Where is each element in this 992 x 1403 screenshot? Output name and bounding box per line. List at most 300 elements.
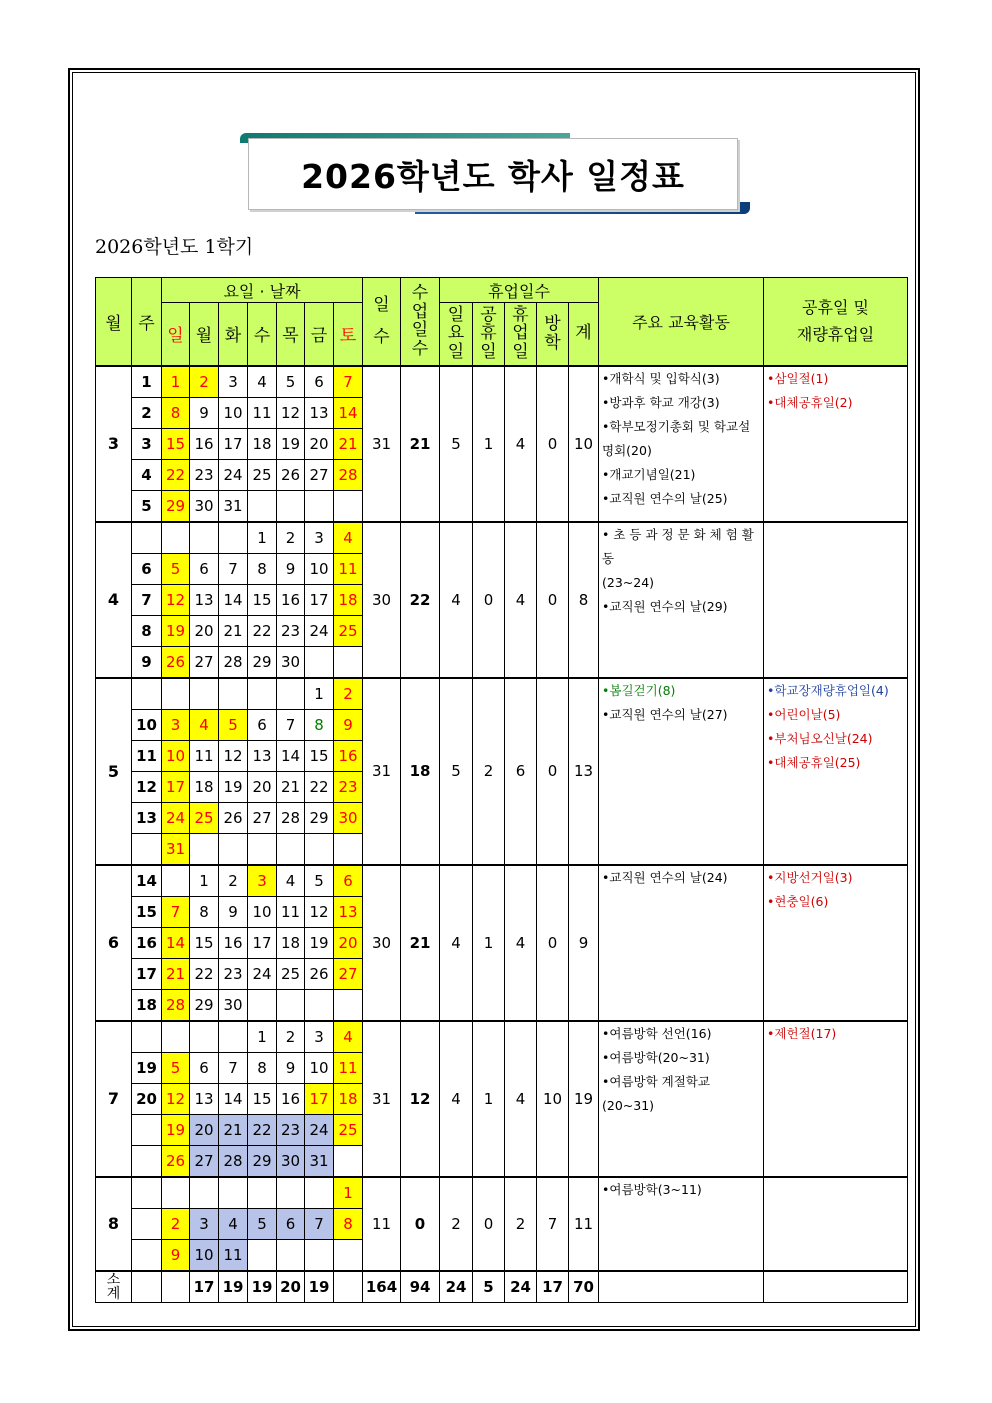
holiday-item: •제헌절(17) [767,1025,837,1041]
header-day-2: 화 [219,303,248,366]
activity-item: •개교기념일(21) [602,466,696,482]
date-cell: 24 [248,958,277,989]
activity-item: •여름방학 계절학교(20~31) [602,1073,710,1113]
date-cell: 21 [162,958,190,989]
activities-cell [599,366,764,522]
activities-cell [599,1177,764,1271]
date-cell: 19 [162,615,190,646]
month-cell: 7 [96,1021,132,1177]
date-cell: 17 [162,771,190,802]
closure-cell-2: 4 [505,865,537,1021]
date-cell: 26 [305,958,334,989]
date-cell: 2 [219,865,248,897]
date-cell: 20 [190,1114,219,1145]
date-cell: 23 [277,615,305,646]
date-cell: 6 [277,1208,305,1239]
date-cell [334,1145,363,1177]
semester-title: 2026학년도 1학기 [95,236,254,258]
date-cell [162,1021,190,1053]
date-cell: 8 [248,553,277,584]
date-cell: 28 [162,989,190,1021]
header-week: 주 [132,278,162,366]
week-cell: 2 [132,397,162,428]
date-cell: 1 [305,678,334,710]
date-cell: 28 [219,646,248,678]
date-cell: 3 [305,522,334,554]
date-cell [334,989,363,1021]
date-cell [305,490,334,522]
date-cell: 11 [248,397,277,428]
date-cell: 20 [334,927,363,958]
page-title: 2026학년도 학사 일정표 [248,138,738,210]
date-cell [162,678,190,710]
date-cell: 14 [162,927,190,958]
date-cell: 25 [277,958,305,989]
closure-cell-4: 9 [569,865,599,1021]
date-cell: 14 [277,740,305,771]
date-cell: 12 [162,584,190,615]
date-cell [277,1177,305,1209]
summary-closure-1: 5 [473,1271,505,1303]
date-cell [277,1239,305,1271]
date-cell: 27 [248,802,277,833]
header-day-0: 일 [162,303,190,366]
closure-cell-0: 5 [440,678,473,865]
date-cell: 9 [190,397,219,428]
date-cell: 8 [162,397,190,428]
date-cell: 3 [162,709,190,740]
date-cell: 12 [162,1083,190,1114]
date-cell: 18 [277,927,305,958]
date-cell: 3 [219,366,248,398]
summary-closure-2: 24 [505,1271,537,1303]
week-cell: 13 [132,802,162,833]
date-cell: 5 [162,553,190,584]
closure-cell-4: 10 [569,366,599,522]
holidays-cell [764,522,908,678]
date-cell: 5 [277,366,305,398]
closure-cell-2: 6 [505,678,537,865]
date-cell [219,522,248,554]
summary-closure-4: 70 [569,1271,599,1303]
date-cell: 2 [277,522,305,554]
date-cell: 8 [190,896,219,927]
date-cell [248,989,277,1021]
week-cell [132,833,162,865]
date-cell: 5 [219,709,248,740]
date-cell: 27 [190,646,219,678]
week-cell [132,678,162,710]
date-cell: 2 [190,366,219,398]
header-closure-0: 일 요 일 [440,303,473,366]
date-cell: 19 [162,1114,190,1145]
date-cell: 13 [248,740,277,771]
date-cell: 25 [248,459,277,490]
header-days-group: 요일 · 날짜 [162,278,363,303]
date-cell: 7 [334,366,363,398]
date-cell: 20 [248,771,277,802]
date-cell: 27 [305,459,334,490]
date-cell [219,678,248,710]
activity-item: • 초 등 과 정 문 화 체 험 활 동 [602,526,754,566]
date-cell: 11 [277,896,305,927]
date-cell: 31 [305,1145,334,1177]
table-row [96,366,908,398]
date-cell: 18 [248,428,277,459]
header-closure-3: 방 학 [537,303,569,366]
date-cell: 25 [334,615,363,646]
week-cell: 17 [132,958,162,989]
holiday-item: •부처님오신날(24) [767,730,873,746]
week-cell: 9 [132,646,162,678]
date-cell: 8 [248,1052,277,1083]
activity-item: •봄길걷기(8) [602,682,676,698]
date-cell: 21 [219,1114,248,1145]
date-cell: 17 [305,584,334,615]
date-cell: 16 [334,740,363,771]
holidays-cell [764,865,908,1021]
summary-class_days: 94 [401,1271,440,1303]
header-day-1: 월 [190,303,219,366]
date-cell [277,989,305,1021]
date-cell: 9 [162,1239,190,1271]
date-cell: 19 [277,428,305,459]
date-cell [334,490,363,522]
class-days-cell: 18 [401,678,440,865]
date-cell: 25 [334,1114,363,1145]
week-cell [132,1177,162,1209]
date-cell: 19 [305,927,334,958]
closure-cell-4: 13 [569,678,599,865]
header-closure-4: 계 [569,303,599,366]
summary-days: 164 [363,1271,401,1303]
date-cell: 14 [334,397,363,428]
table-row [96,1177,908,1209]
date-cell: 28 [277,802,305,833]
month-cell: 3 [96,366,132,522]
date-cell [248,1239,277,1271]
header-day-4: 목 [277,303,305,366]
closure-cell-3: 0 [537,366,569,522]
activity-item: •교직원 연수의 날(29) [602,598,728,614]
week-cell: 16 [132,927,162,958]
date-cell: 7 [219,1052,248,1083]
date-cell: 31 [162,833,190,865]
date-cell: 2 [162,1208,190,1239]
activity-item: •교직원 연수의 날(25) [602,490,728,506]
summary-day-total: 19 [219,1271,248,1303]
header-closure-1: 공 휴 일 [473,303,505,366]
week-cell: 4 [132,459,162,490]
date-cell: 30 [277,1145,305,1177]
closure-cell-0: 2 [440,1177,473,1271]
date-cell: 23 [334,771,363,802]
activities-cell [599,865,764,1021]
date-cell: 23 [190,459,219,490]
date-cell: 23 [219,958,248,989]
date-cell: 27 [334,958,363,989]
closure-cell-0: 4 [440,522,473,678]
closure-cell-2: 4 [505,522,537,678]
date-cell: 6 [190,553,219,584]
summary-day-total [162,1271,190,1303]
class-days-cell: 0 [401,1177,440,1271]
date-cell: 17 [248,927,277,958]
date-cell: 5 [162,1052,190,1083]
date-cell [162,522,190,554]
date-cell [277,490,305,522]
date-cell: 5 [248,1208,277,1239]
date-cell: 13 [334,896,363,927]
summary-week-empty [132,1271,162,1303]
week-cell: 7 [132,584,162,615]
date-cell: 25 [190,802,219,833]
date-cell: 22 [305,771,334,802]
calendar-table [95,277,908,1303]
date-cell [248,1177,277,1209]
date-cell: 9 [334,709,363,740]
activity-item: •여름방학 선언(16) [602,1025,712,1041]
date-cell: 29 [248,646,277,678]
date-cell: 15 [305,740,334,771]
date-cell [248,490,277,522]
class-days-cell: 22 [401,522,440,678]
date-cell [248,678,277,710]
closure-cell-1: 0 [473,1177,505,1271]
date-cell: 6 [305,366,334,398]
summary-row [96,1271,908,1303]
week-cell: 14 [132,865,162,897]
week-cell [132,1239,162,1271]
closure-cell-2: 2 [505,1177,537,1271]
holiday-item: •대체공휴일(25) [767,754,861,770]
date-cell: 10 [248,896,277,927]
closure-cell-3: 10 [537,1021,569,1177]
closure-cell-0: 4 [440,865,473,1021]
date-cell: 18 [334,584,363,615]
month-cell: 8 [96,1177,132,1271]
week-cell: 19 [132,1052,162,1083]
date-cell: 26 [219,802,248,833]
holidays-cell [764,678,908,865]
month-cell: 5 [96,678,132,865]
date-cell: 24 [305,615,334,646]
date-cell: 7 [277,709,305,740]
date-cell: 29 [248,1145,277,1177]
date-cell: 2 [277,1021,305,1053]
summary-holidays-empty [764,1271,908,1303]
date-cell [277,833,305,865]
days-count-cell: 31 [363,366,401,522]
summary-day-total: 19 [248,1271,277,1303]
header-day-6: 토 [334,303,363,366]
date-cell: 16 [277,584,305,615]
week-cell [132,1145,162,1177]
date-cell: 31 [219,490,248,522]
summary-day-total: 17 [190,1271,219,1303]
date-cell: 30 [334,802,363,833]
activity-item: •교직원 연수의 날(27) [602,706,728,722]
date-cell [162,1177,190,1209]
date-cell: 9 [277,1052,305,1083]
closure-cell-4: 8 [569,522,599,678]
date-cell [219,1021,248,1053]
days-count-cell: 11 [363,1177,401,1271]
date-cell [219,833,248,865]
holiday-item: •어린이날(5) [767,706,841,722]
date-cell [334,1239,363,1271]
date-cell: 26 [277,459,305,490]
date-cell: 12 [219,740,248,771]
date-cell: 26 [162,1145,190,1177]
activity-item: (23~24) [602,574,655,590]
activity-item: •여름방학(20~31) [602,1049,710,1065]
summary-closure-0: 24 [440,1271,473,1303]
date-cell: 24 [162,802,190,833]
table-row [96,865,908,897]
header-holidays: 공휴일 및 재량휴업일 [764,278,908,366]
date-cell: 1 [248,522,277,554]
week-cell: 20 [132,1083,162,1114]
closure-cell-3: 0 [537,522,569,678]
date-cell: 22 [190,958,219,989]
date-cell [190,833,219,865]
table-row [96,1021,908,1053]
date-cell: 11 [334,1052,363,1083]
date-cell: 18 [334,1083,363,1114]
week-cell: 3 [132,428,162,459]
date-cell: 16 [190,428,219,459]
date-cell: 12 [305,896,334,927]
date-cell: 10 [305,1052,334,1083]
activities-cell [599,678,764,865]
date-cell: 1 [248,1021,277,1053]
summary-day-total: 19 [305,1271,334,1303]
month-cell: 4 [96,522,132,678]
date-cell: 22 [248,1114,277,1145]
date-cell [219,1177,248,1209]
date-cell: 6 [334,865,363,897]
date-cell: 4 [219,1208,248,1239]
header-day-3: 수 [248,303,277,366]
date-cell: 9 [219,896,248,927]
date-cell: 1 [334,1177,363,1209]
closure-cell-1: 1 [473,865,505,1021]
closure-cell-2: 4 [505,366,537,522]
date-cell [190,1021,219,1053]
activity-item: •여름방학(3~11) [602,1181,702,1197]
date-cell: 29 [305,802,334,833]
date-cell [190,1177,219,1209]
holiday-item: •삼일절(1) [767,370,829,386]
holiday-item: •지방선거일(3) [767,869,853,885]
date-cell: 11 [334,553,363,584]
date-cell: 13 [190,584,219,615]
week-cell: 5 [132,490,162,522]
date-cell: 13 [305,397,334,428]
date-cell: 16 [277,1083,305,1114]
week-cell [132,1208,162,1239]
date-cell: 30 [219,989,248,1021]
date-cell: 18 [190,771,219,802]
date-cell: 15 [248,584,277,615]
date-cell: 14 [219,1083,248,1114]
week-cell: 8 [132,615,162,646]
date-cell: 30 [190,490,219,522]
date-cell: 10 [162,740,190,771]
date-cell: 11 [190,740,219,771]
date-cell: 5 [305,865,334,897]
week-cell: 12 [132,771,162,802]
holidays-cell [764,366,908,522]
date-cell [305,989,334,1021]
closure-cell-1: 2 [473,678,505,865]
week-cell [132,1114,162,1145]
week-cell: 6 [132,553,162,584]
date-cell [305,1177,334,1209]
date-cell: 21 [334,428,363,459]
closure-cell-2: 4 [505,1021,537,1177]
summary-label: 소 계 [96,1271,132,1303]
date-cell: 9 [277,553,305,584]
date-cell: 16 [219,927,248,958]
days-count-cell: 30 [363,522,401,678]
date-cell: 22 [248,615,277,646]
summary-day-total: 20 [277,1271,305,1303]
date-cell: 22 [162,459,190,490]
week-cell: 10 [132,709,162,740]
date-cell: 30 [277,646,305,678]
header-activities: 주요 교육활동 [599,278,764,366]
date-cell: 13 [190,1083,219,1114]
week-cell: 15 [132,896,162,927]
closure-cell-4: 19 [569,1021,599,1177]
date-cell: 7 [305,1208,334,1239]
date-cell: 3 [190,1208,219,1239]
month-cell: 6 [96,865,132,1021]
activities-cell [599,1021,764,1177]
date-cell: 23 [277,1114,305,1145]
date-cell: 6 [248,709,277,740]
holiday-item: •현충일(6) [767,893,829,909]
class-days-cell: 12 [401,1021,440,1177]
header-month: 월 [96,278,132,366]
activity-item: •방과후 학교 개강(3) [602,394,720,410]
activity-item: •교직원 연수의 날(24) [602,869,728,885]
date-cell: 29 [190,989,219,1021]
date-cell: 27 [190,1145,219,1177]
date-cell: 1 [190,865,219,897]
date-cell [190,678,219,710]
date-cell: 26 [162,646,190,678]
date-cell: 10 [219,397,248,428]
date-cell: 4 [334,522,363,554]
header-closure-2: 휴 업 일 [505,303,537,366]
date-cell [277,678,305,710]
date-cell [305,646,334,678]
class-days-cell: 21 [401,865,440,1021]
header-closure-group: 휴업일수 [440,278,599,303]
date-cell: 8 [334,1208,363,1239]
date-cell: 10 [190,1239,219,1271]
date-cell: 7 [162,896,190,927]
holiday-item: •대체공휴일(2) [767,394,853,410]
date-cell: 20 [305,428,334,459]
class-days-cell: 21 [401,366,440,522]
date-cell: 17 [219,428,248,459]
table-row [96,522,908,554]
week-cell: 1 [132,366,162,398]
